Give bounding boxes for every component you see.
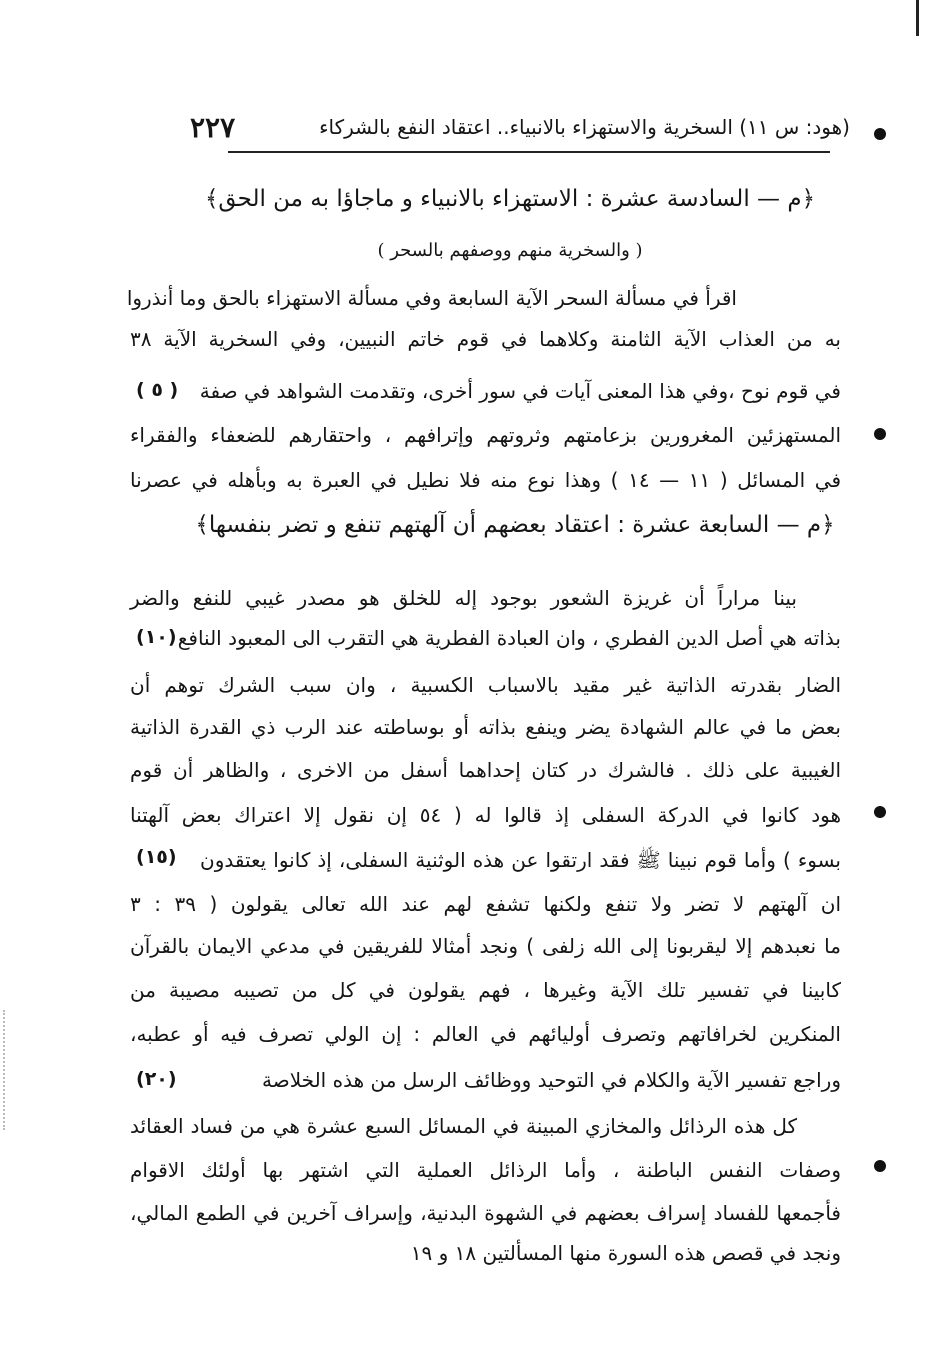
header-rule — [228, 151, 830, 153]
page-number: ٢٢٧ — [190, 110, 236, 144]
section-heading-16: ﴿م — السادسة عشرة : الاستهزاء بالانبياء و ماجاؤا به من الحق﴾ — [204, 186, 816, 212]
margin-bullet — [874, 128, 886, 140]
page-header — [190, 105, 850, 149]
margin-bullet — [874, 1160, 886, 1172]
line-number-marker: (٢٠) — [136, 1068, 177, 1090]
paragraph-line: بذاته هي أصل الدين الفطري ، وان العبادة الفطرية هي التقرب الى المعبود النافع — [177, 626, 841, 650]
paragraph-line: ان آلهتهم لا تضر ولا تنفع ولكنها تشفع لهم عند الله تعالى يقولون ( ٣٩ : ٣ — [130, 892, 841, 916]
paragraph-line: في قوم نوح ،وفي هذا المعنى آيات في سور أخرى، وتقدمت الشواهد في صفة — [199, 379, 841, 403]
line-number-marker: (١٥) — [136, 846, 177, 868]
paragraph-line: كابينا في تفسير تلك الآية وغيرها ، فهم يقولون في كل من تصيبه مصيبة من — [130, 978, 841, 1002]
paragraph-line: فأجمعها للفساد إسراف بعضهم في الشهوة البدنية، وإسراف آخرين في الطمع المالي، — [130, 1201, 841, 1225]
line-number-marker: ( ٥ ) — [136, 379, 179, 401]
running-title: (هود: س ١١) السخرية والاستهزاء بالانبياء.. اعتقاد النفع بالشركاء — [319, 115, 850, 139]
line-number-marker: (١٠) — [136, 626, 177, 648]
paragraph-line: الضار بقدرته الذاتية غير مقيد بالاسباب الكسبية ، وان سبب الشرك توهم أن — [130, 673, 841, 697]
margin-bullet — [874, 806, 886, 818]
paragraph-line: المنكرين لخرافاتهم وتصرف أوليائهم في العالم : إن الولي تصرف فيه أو عطبه، — [130, 1022, 841, 1046]
section-heading-17: ﴿م — السابعة عشرة : اعتقاد بعضهم أن آلهتهم تنفع و تضر بنفسها﴾ — [195, 512, 835, 538]
margin-bullet — [874, 428, 886, 440]
paragraph-line: في المسائل ( ١١ — ١٤ ) وهذا نوع منه فلا نطيل في العبرة به وبأهله في عصرنا — [130, 468, 841, 492]
paragraph-line: المستهزئين المغرورين بزعامتهم وثروتهم وإترافهم ، واحتقارهم للضعفاء والفقراء — [130, 423, 841, 447]
paragraph-line: بينا مراراً أن غريزة الشعور بوجود إله للخلق هو مصدر غيبي للنفع والضر — [130, 586, 797, 610]
paragraph-line: اقرأ في مسألة السحر الآية السابعة وفي مسألة الاستهزاء بالحق وما أنذروا — [126, 286, 737, 310]
paragraph-line: ونجد في قصص هذه السورة منها المسألتين ١٨ و ١٩ — [410, 1241, 841, 1265]
scan-margin-dots — [3, 1010, 7, 1130]
page-edge-mark — [916, 0, 919, 36]
paragraph-line: الغيبية على ذلك . فالشرك در كتان إحداهما أسفل من الاخرى ، والظاهر أن قوم — [130, 758, 841, 782]
paragraph-line: وراجع تفسير الآية والكلام في التوحيد ووظائف الرسل من هذه الخلاصة — [262, 1068, 841, 1092]
section-subheading-16: ( والسخرية منهم ووصفهم بالسحر ) — [377, 240, 643, 261]
paragraph-line: هود كانوا في الدركة السفلى إذ قالوا له ( ٥٤ إن نقول إلا اعتراك بعض آلهتنا — [130, 803, 841, 827]
paragraph-line: كل هذه الرذائل والمخازي المبينة في المسائل السبع عشرة هي من فساد العقائد — [130, 1114, 797, 1138]
paragraph-line: وصفات النفس الباطنة ، وأما الرذائل العملية التي اشتهر بها أولئك الاقوام — [130, 1158, 841, 1182]
paragraph-line: بعض ما في عالم الشهادة يضر وينفع بذاته أو بوساطته عند الرب ذي القدرة الذاتية — [130, 715, 841, 739]
paragraph-line: بسوء ) وأما قوم نبينا ﷺ فقد ارتقوا عن هذه الوثنية السفلى، إذ كانوا يعتقدون — [200, 848, 841, 872]
paragraph-line: به من العذاب الآية الثامنة وكلاهما في قوم خاتم النبيين، وفي السخرية الآية ٣٨ — [130, 327, 841, 351]
paragraph-line: ما نعبدهم إلا ليقربونا إلى الله زلفى ) ونجد أمثالا للفريقين في مدعي الايمان بالقرآن — [130, 934, 841, 958]
